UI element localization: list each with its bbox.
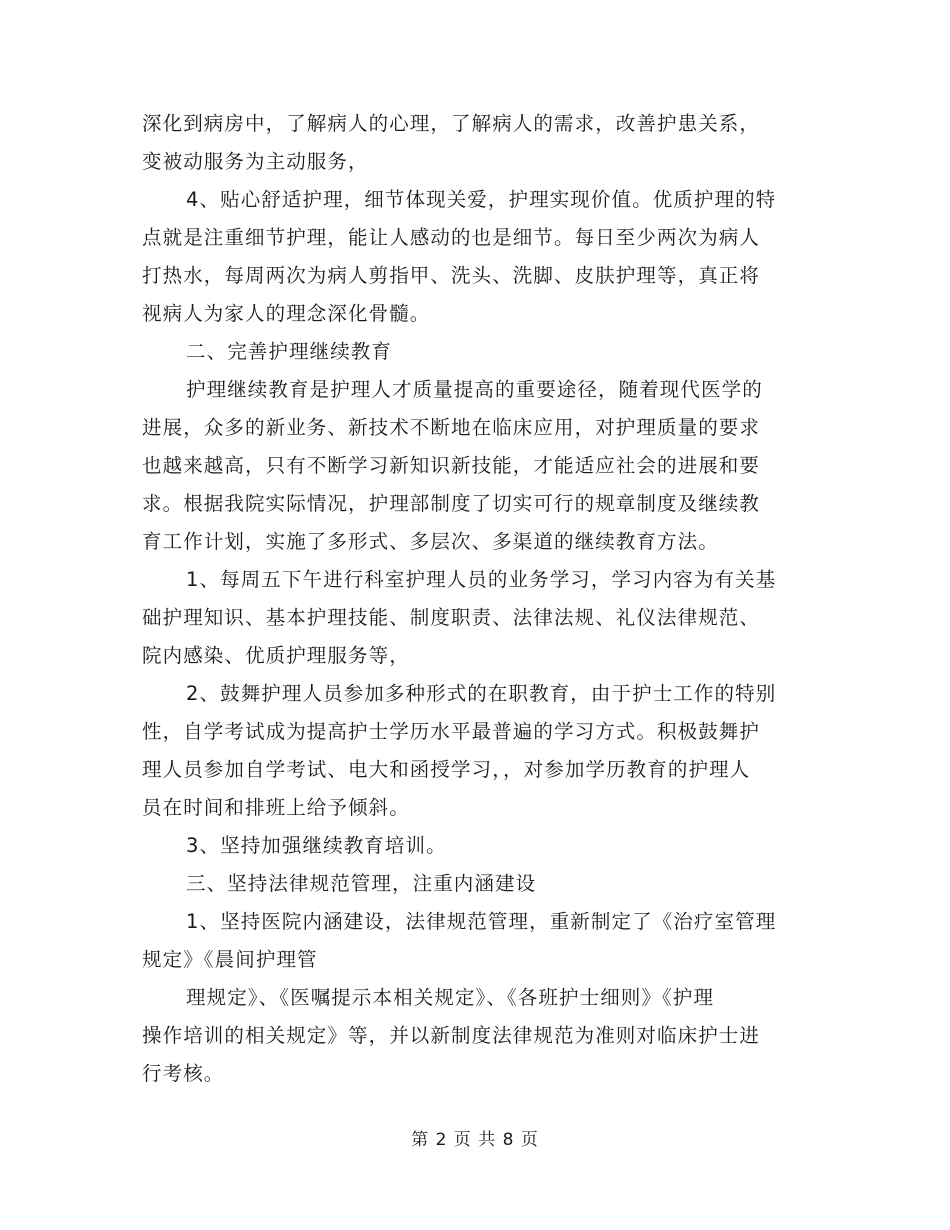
text-line: 变被动服务为主动服务， xyxy=(142,150,369,173)
text-line: 也越来越高，只有不断学习新知识新技能，才能适应社会的进展和要 xyxy=(142,454,761,477)
text-line: 理人员参加自学考试、电大和函授学习，，对参加学历教育的护理人 xyxy=(142,758,751,781)
text-line: 点就是注重细节护理，能让人感动的也是细节。每日至少两次为病人 xyxy=(142,226,761,249)
paragraph-start: 理规定》、《医嘱提示本相关规定》、《各班护士细则》《护理 xyxy=(186,986,715,1009)
text-line: 打热水，每周两次为病人剪指甲、洗头、洗脚、皮肤护理等，真正将 xyxy=(142,264,761,287)
section-heading: 二、完善护理继续教育 xyxy=(186,340,393,363)
text-line: 育工作计划，实施了多形式、多层次、多渠道的继续教育方法。 xyxy=(142,530,719,553)
paragraph-start: 3、坚持加强继续教育培训。 xyxy=(186,834,447,857)
text-line: 础护理知识、基本护理技能、制度职责、法律法规、礼仪法律规范、 xyxy=(142,606,761,629)
text-line: 求。根据我院实际情况，护理部制度了切实可行的规章制度及继续教 xyxy=(142,492,761,515)
section-heading: 三、坚持法律规范管理，注重内涵建设 xyxy=(186,872,537,895)
text-line: 行考核。 xyxy=(142,1062,225,1085)
paragraph-start: 2、鼓舞护理人员参加多种形式的在职教育，由于护士工作的特别 xyxy=(186,682,777,705)
paragraph-start: 护理继续教育是护理人才质量提高的重要途径，随着现代医学的 xyxy=(186,378,763,401)
page-footer: 第 2 页 共 8 页 xyxy=(411,1130,539,1150)
text-line: 操作培训的相关规定》等，并以新制度法律规范为准则对临床护士进 xyxy=(142,1024,761,1047)
text-line: 性，自学考试成为提高护士学历水平最普遍的学习方式。积极鼓舞护 xyxy=(142,720,761,743)
text-line: 规定》《晨间护理管 xyxy=(142,948,318,971)
text-line: 进展，众多的新业务、新技术不断地在临床应用，对护理质量的要求 xyxy=(142,416,761,439)
document-body xyxy=(142,105,807,1093)
text-line: 院内感染、优质护理服务等， xyxy=(142,644,410,667)
text-line: 视病人为家人的理念深化骨髓。 xyxy=(142,302,431,325)
text-line: 员在时间和排班上给予倾斜。 xyxy=(142,796,410,819)
paragraph-start: 1、坚持医院内涵建设，法律规范管理，重新制定了《治疗室管理 xyxy=(186,910,777,933)
paragraph-start: 1、每周五下午进行科室护理人员的业务学习，学习内容为有关基 xyxy=(186,568,777,591)
paragraph-start: 4、贴心舒适护理，细节体现关爱，护理实现价值。优质护理的特 xyxy=(186,188,777,211)
text-line: 深化到病房中，了解病人的心理，了解病人的需求，改善护患关系， xyxy=(142,112,761,135)
